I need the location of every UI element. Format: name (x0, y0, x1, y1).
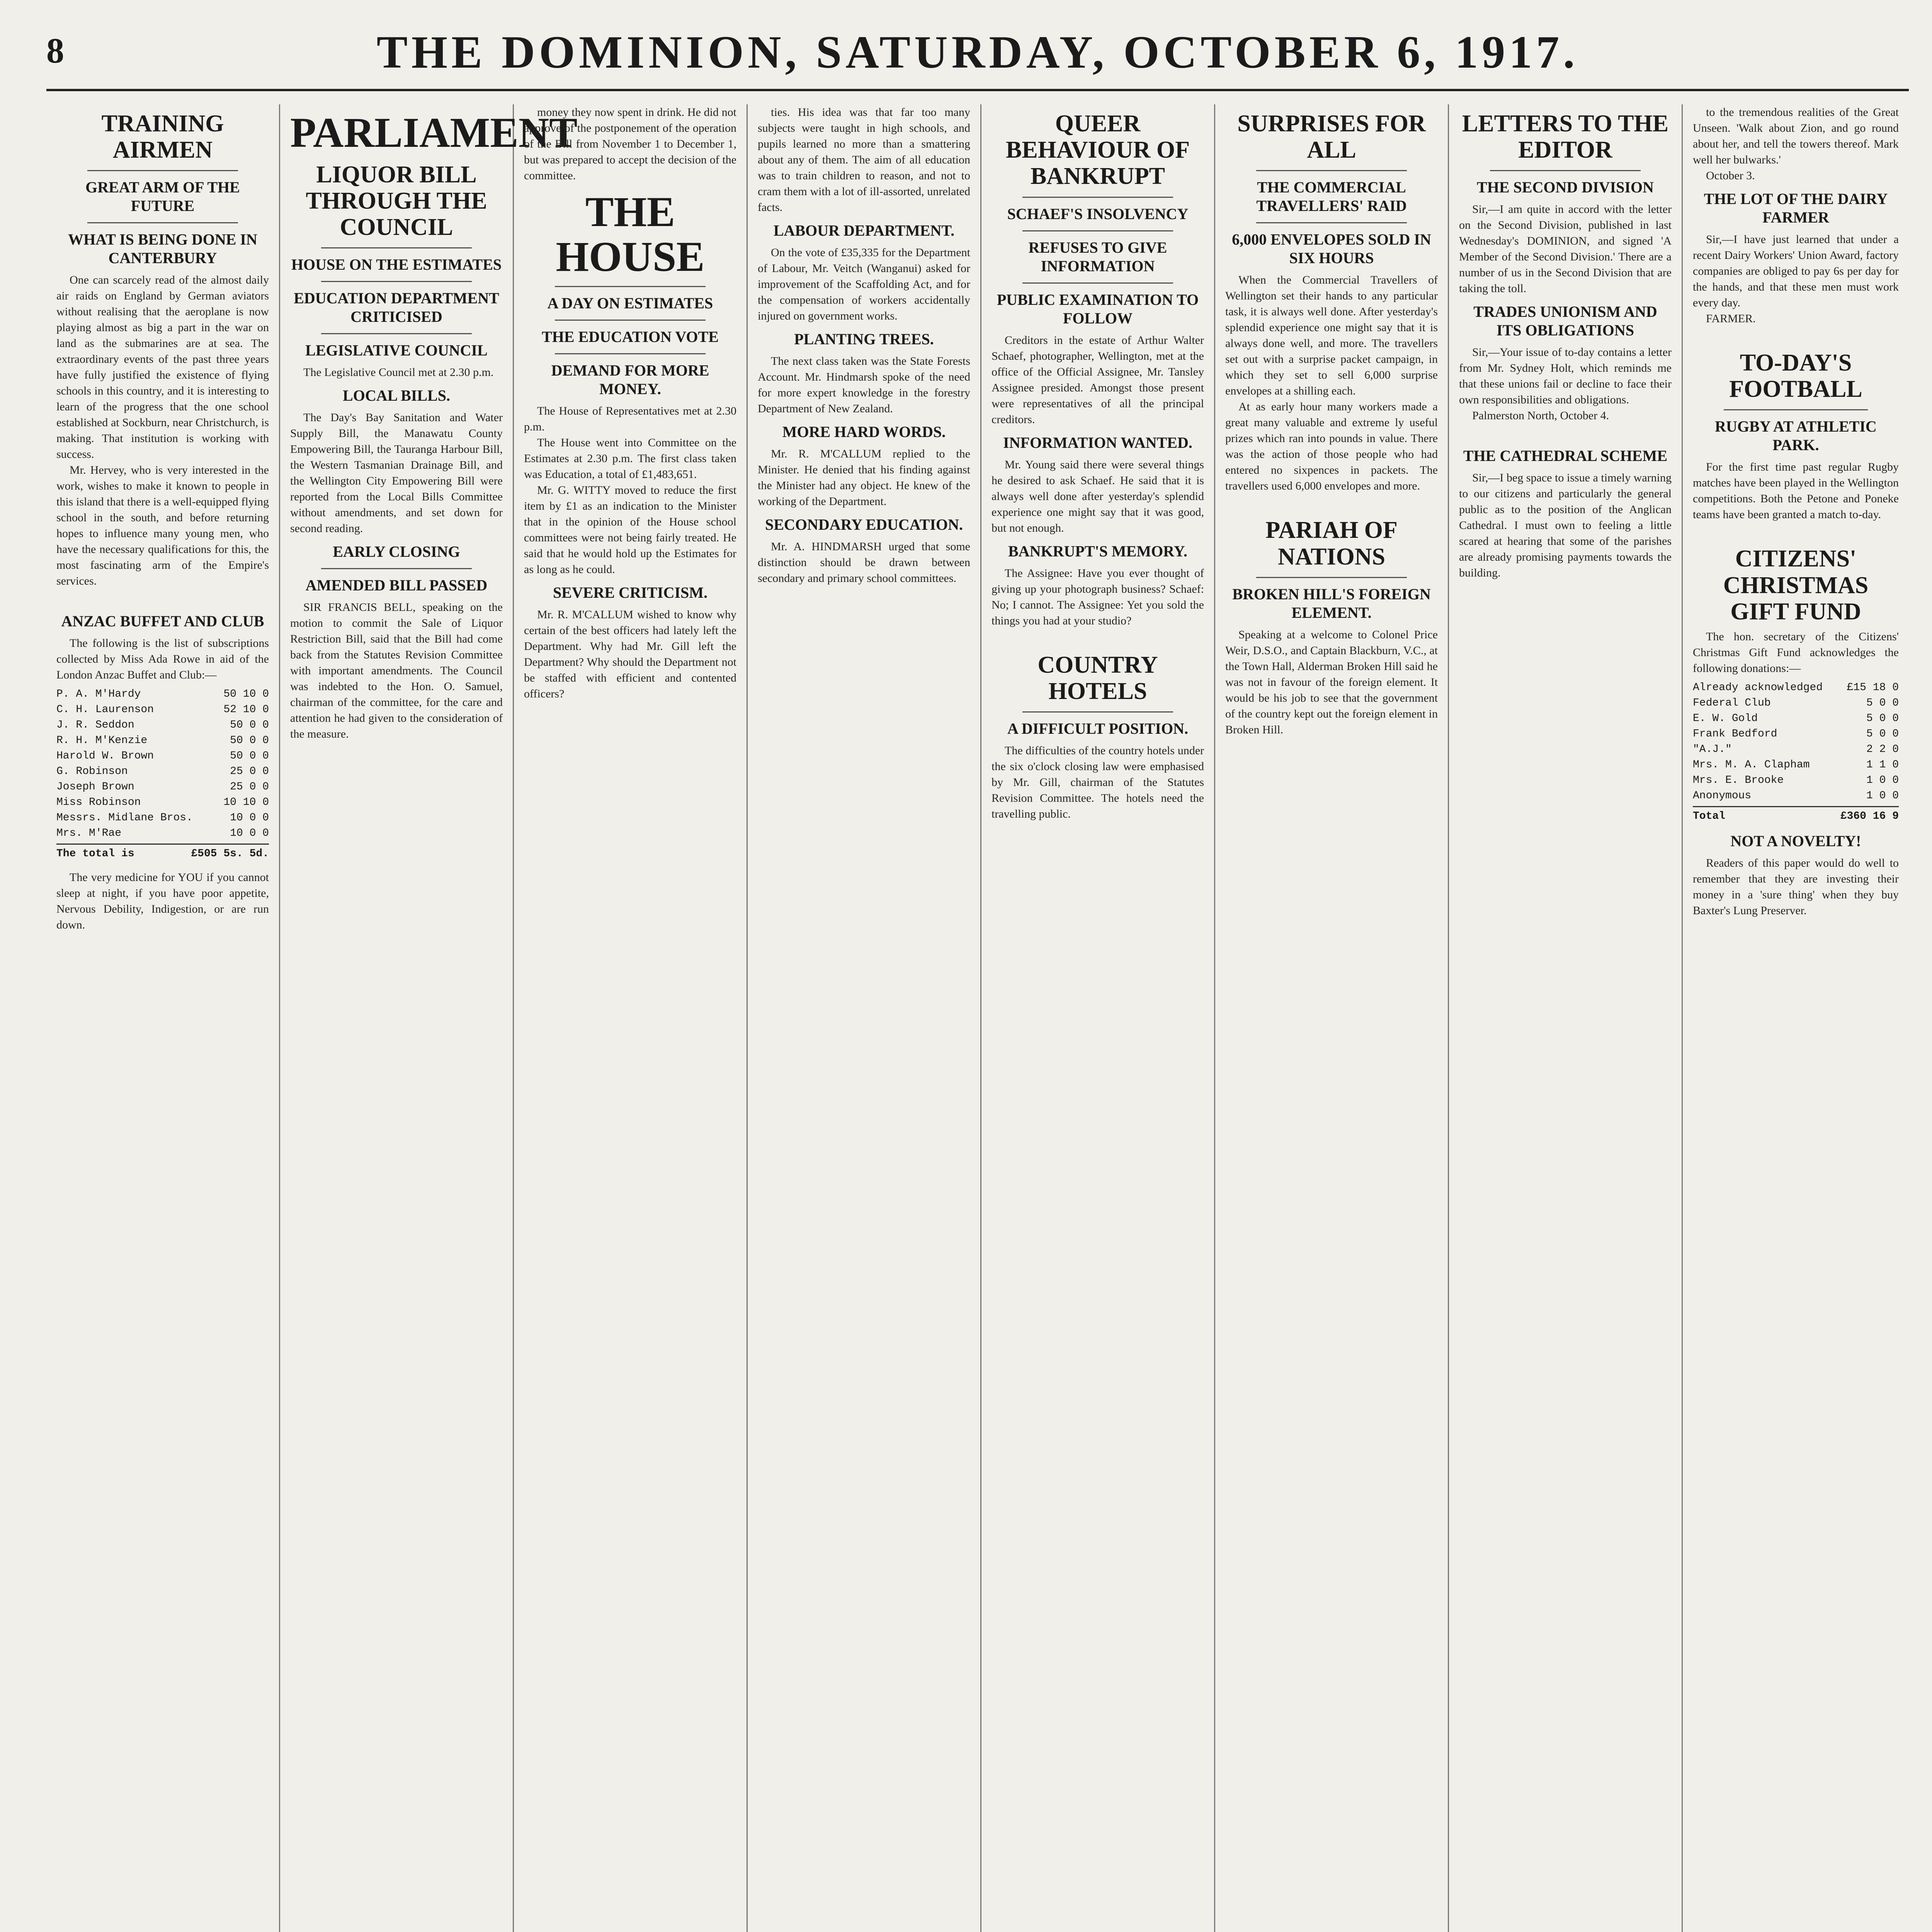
ledger-row: Anonymous 1 0 0 (1693, 789, 1899, 802)
ledger-row: J. R. Seddon 50 0 0 (56, 719, 269, 731)
paragraph: The Day's Bay Sanitation and Water Supply Bill, the Manawatu County Empowering Bill, the Tauranga Harbour Bill, the Western Tasmanian Drainage Bill, and the Wellington City Empowering Bill were reported from the Local Bills Committee without amendments, and set down for second reading. (290, 411, 503, 535)
paragraph: Sir,—I beg space to issue a timely warning to our citizens and particularly the general public as to the position of the Anglican Cathedral. I must own to feeling a little scared at hearing that some of the parishes are already promising payments towards the building. (1459, 471, 1672, 580)
ledger-row: Messrs. Midlane Bros. 10 0 0 (56, 812, 269, 824)
headline: SURPRISES FOR ALL (1237, 111, 1426, 163)
subheading: EDUCATION DEPARTMENT CRITICISED (294, 289, 499, 326)
divider (1256, 222, 1407, 223)
paragraph: Sir,—Your issue of to-day contains a letter from Mr. Sydney Holt, which reminds me that these unions fail or decline to face their own responsibilities and obligations. (1459, 346, 1672, 406)
headline: TO-DAY'S FOOTBALL (1729, 350, 1862, 403)
headline: ANZAC BUFFET AND CLUB (61, 612, 264, 630)
paragraph: For the first time past regular Rugby matches have been played in the Wellington competitions. Both the Petone and Poneke teams have been granted a match to-day. (1693, 461, 1899, 521)
paragraph: When the Commercial Travellers of Wellington set their hands to any particular task, it is always well done. After yesterday's splendid experience one might say that it is always done well, and more. The travellers set out with a surprise packet campaign, in which they set to sell 6,000 surprise envelopes at a shilling each. (1225, 274, 1438, 398)
divider (1022, 230, 1173, 231)
headline: PARIAH OF NATIONS (1265, 517, 1398, 570)
headline: QUEER BEHAVIOUR OF BANKRUPT (1006, 111, 1190, 190)
article-citizens-fund (1693, 546, 1899, 918)
subheading: SEVERE CRITICISM. (553, 584, 708, 601)
headline: COUNTRY HOTELS (1037, 651, 1158, 704)
paragraph: Mr. A. HINDMARSH urged that some distinction should be drawn between secondary and primary school committees. (758, 540, 970, 585)
paragraph: Creditors in the estate of Arthur Walter Schaef, photographer, Wellington, met at the office of the Official Assignee, Mr. Tansley Assignee presided. Amongst those present were representatives of all the principal creditors. (992, 333, 1204, 426)
ledger-row: Mrs. M. A. Clapham 1 1 0 (1693, 759, 1899, 771)
divider (321, 281, 472, 282)
column-3 (514, 104, 748, 1932)
column-8 (1683, 104, 1909, 1932)
ledger-row: R. H. M'Kenzie 50 0 0 (56, 735, 269, 747)
divider (1022, 282, 1173, 284)
ledger-row: Harold W. Brown 50 0 0 (56, 750, 269, 762)
paragraph: Mr. Young said there were several things he desired to ask Schaef. He said that it is always well done after yesterday's splendid experience one might say that it was good, but not enough. (992, 458, 1204, 534)
divider (555, 320, 706, 321)
subheading: LOCAL BILLS. (343, 387, 450, 405)
article-cathedral (1459, 447, 1672, 581)
subheading: DEMAND FOR MORE MONEY. (551, 362, 709, 398)
ledger-total: Total £360 16 9 (1693, 806, 1899, 824)
subheading: LABOUR DEPARTMENT. (773, 222, 955, 239)
divider (555, 286, 706, 287)
column-4 (748, 104, 981, 1932)
signature: FARMER. (1706, 312, 1756, 325)
paragraph: Sir,—I have just learned that under a recent Dairy Workers' Union Award, factory companies are obliged to pay 6s per day for the hands, and that these men must work every day. (1693, 233, 1899, 309)
ledger-row: Frank Bedford 5 0 0 (1693, 728, 1899, 740)
subheading: A DIFFICULT POSITION. (1007, 719, 1188, 737)
subheading: BANKRUPT'S MEMORY. (1008, 542, 1187, 560)
headline: LIQUOR BILL THROUGH THE COUNCIL (306, 161, 487, 240)
subheading: GREAT ARM OF THE FUTURE (85, 179, 240, 215)
donation-list (1693, 680, 1899, 824)
subheading: WHAT IS BEING DONE IN CANTERBURY (68, 231, 257, 267)
ledger-row: C. H. Laurenson 52 10 0 (56, 704, 269, 716)
article-country-hotels (992, 652, 1204, 822)
subscription-list (56, 687, 269, 862)
paragraph: One can scarcely read of the almost daily air raids on England by German aviators without realising that the aeroplane is now playing almost as big a part in the war on land as the submarines are at sea. The extraordinary events of the past three years have fully justified the existence of flying schools in this country, and it is interesting to learn of the progress that the one school established at Sockburn, near Christchurch, is making. That institution is working with success. (56, 274, 269, 461)
subheading: REFUSES TO GIVE INFORMATION (1028, 238, 1167, 275)
page-number: 8 (46, 31, 64, 70)
subheading: PUBLIC EXAMINATION TO FOLLOW (997, 291, 1199, 327)
headline: THE HOUSE (556, 188, 705, 280)
column-7 (1449, 104, 1683, 1932)
subheading: MORE HARD WORDS. (782, 423, 946, 440)
subheading: SECONDARY EDUCATION. (765, 516, 963, 533)
subheading: HOUSE ON THE ESTIMATES (291, 256, 502, 274)
subheading: SCHAEF'S INSOLVENCY (1007, 205, 1189, 223)
ledger-row: Already acknowledged £15 18 0 (1693, 681, 1899, 694)
paragraph: The following is the list of subscriptions collected by Miss Ada Rowe in aid of the London Anzac Buffet and Club:— (56, 637, 269, 682)
subheading: LEGISLATIVE COUNCIL (305, 342, 488, 359)
paragraph: At as early hour many workers made a great many valuable and extreme ly useful prizes which ran into pounds in value. There was the action of those people who had entered no sixpences in packets. The travellers used 6,000 envelopes and more. (1225, 400, 1438, 493)
paragraph: The Legislative Council met at 2.30 p.m. (303, 366, 494, 379)
article-football (1693, 350, 1899, 522)
paragraph: Mr. R. M'CALLUM replied to the Minister. He denied that his finding against the Minister had any object. He knew of the working of the Department. (758, 447, 970, 508)
divider (321, 333, 472, 334)
article-surprises (1225, 111, 1438, 494)
article-the-house (524, 104, 736, 702)
ledger-row: Joseph Brown 25 0 0 (56, 781, 269, 793)
article-the-house-continued (758, 104, 970, 586)
ledger-row: Mrs. M'Rae 10 0 0 (56, 827, 269, 840)
paragraph: The House of Representatives met at 2.30 p.m. (524, 405, 736, 433)
ledger-row: Miss Robinson 10 10 0 (56, 796, 269, 809)
paragraph: Readers of this paper would do well to remember that they are investing their money in a 'sure thing' when they buy Baxter's Lung Preserver. (1693, 856, 1899, 917)
subheading: AMENDED BILL PASSED (305, 577, 488, 594)
ledger-total: The total is £505 5s. 5d. (56, 844, 269, 862)
signature: October 3. (1706, 169, 1755, 182)
subheading: THE COMMERCIAL TRAVELLERS' RAID (1256, 179, 1407, 215)
subheading: THE EDUCATION VOTE (542, 328, 719, 345)
signature: Palmerston North, October 4. (1472, 409, 1609, 422)
subheading: THE SECOND DIVISION (1477, 179, 1654, 196)
divider (87, 170, 238, 171)
paragraph: The difficulties of the country hotels under the six o'clock closing law were emphasised by Mr. Gill, chairman of the Statutes Revision Committee. The hotels need the travelling public. (992, 744, 1204, 820)
paragraph: Sir,—I am quite in accord with the letter on the Second Division, published in last Wednesday's DOMINION, and signed 'A Member of the Second Division.' There are a number of us in the Second Division that are taking the toll. (1459, 203, 1672, 295)
masthead-title: THE DOMINION, SATURDAY, OCTOBER 6, 1917. (376, 26, 1579, 78)
divider (1022, 711, 1173, 713)
paragraph: money they now spent in drink. He did not approve of the postponement of the operation of the Bill from November 1 to December 1, but was prepared to accept the decision of the committee. (524, 106, 736, 182)
subheading: EARLY CLOSING (333, 543, 460, 561)
paragraph: Speaking at a welcome to Colonel Price Weir, D.S.O., and Captain Blackburn, V.C., at the Town Hall, Alderman Broken Hill said he was not in favour of the foreign element. It would be his job to see that the government of the country kept out the foreign element in Broken Hill. (1225, 628, 1438, 736)
paragraph: The very medicine for YOU if you cannot sleep at night, if you have poor appetite, Nervous Debility, Indigestion, or are run down. (56, 871, 269, 932)
article-queer-behaviour (992, 111, 1204, 629)
column-5 (981, 104, 1215, 1932)
article-letters (1459, 111, 1672, 423)
subheading: BROKEN HILL'S FOREIGN ELEMENT. (1232, 585, 1431, 621)
ledger-row: "A.J." 2 2 0 (1693, 743, 1899, 755)
article-anzac-buffet (56, 612, 269, 933)
paragraph: The hon. secretary of the Citizens' Christmas Gift Fund acknowledges the following donations:— (1693, 630, 1899, 675)
headline: TRAINING AIRMEN (101, 111, 224, 163)
article-dairy-farmer (1693, 104, 1899, 327)
divider (321, 247, 472, 248)
paragraph: The Assignee: Have you ever thought of giving up your photograph business? Schaef: No; I cannot. The Assignee: Yet you sold the things you had at your studio? (992, 566, 1204, 627)
ledger-row: E. W. Gold 5 0 0 (1693, 712, 1899, 724)
ledger-row: Mrs. E. Brooke 1 0 0 (1693, 774, 1899, 786)
paragraph: to the tremendous realities of the Great Unseen. 'Walk about Zion, and go round about her, and tell the towers thereof. Mark well her bulwarks.' (1693, 106, 1899, 166)
paragraph: ties. His idea was that far too many subjects were taught in high schools, and pupils learned no more than a smattering about any of them. The aim of all education was to train children to reason, and not to cram them with a lot of ill-assorted, unrelated facts. (758, 106, 970, 214)
column-6 (1215, 104, 1449, 1932)
column-1 (46, 104, 280, 1932)
subheading: INFORMATION WANTED. (1003, 434, 1192, 451)
subheading: A DAY ON ESTIMATES (547, 294, 713, 312)
subheading: THE LOT OF THE DAIRY FARMER (1704, 190, 1888, 226)
subheading: 6,000 ENVELOPES SOLD IN SIX HOURS (1232, 231, 1431, 267)
paragraph: SIR FRANCIS BELL, speaking on the motion to commit the Sale of Liquor Restriction Bill, said that the Bill had come back from the Statutes Revision Committee with important amendments. The Council was indebted to the Hon. O. Samuel, chairman of the committee, for the care and attention he had given to the consideration of the measure. (290, 601, 503, 741)
headline: LETTERS TO THE EDITOR (1462, 111, 1669, 163)
paragraph: The House went into Committee on the Estimates at 2.30 p.m. The first class taken was Education, a total of £1,483,651. (524, 436, 736, 481)
headline: PARLIAMENT (290, 109, 578, 156)
divider (321, 568, 472, 569)
paragraph: The next class taken was the State Forests Account. Mr. Hindmarsh spoke of the need for more expert knowledge in the forestry Department of New Zealand. (758, 355, 970, 415)
divider (87, 222, 238, 223)
masthead (46, 15, 1909, 91)
column-2 (280, 104, 578, 1932)
ledger-row: G. Robinson 25 0 0 (56, 765, 269, 778)
subheading: PLANTING TREES. (794, 330, 934, 348)
ledger-row: Federal Club 5 0 0 (1693, 697, 1899, 709)
paragraph: Mr. Hervey, who is very interested in the work, wishes to make it known to people in this island that there is a well-equipped flying school in the south, and before returning hopes to influence many young men, who have the necessary qualifications for this, the most fascinating arm of the Empire's services. (56, 464, 269, 588)
divider (1724, 409, 1868, 410)
paragraph: On the vote of £35,335 for the Department of Labour, Mr. Veitch (Wanganui) asked for improvement of the Scaffolding Act, and for the compensation of workers accidentally injured on government works. (758, 246, 970, 322)
subheading: RUGBY AT ATHLETIC PARK. (1715, 418, 1877, 454)
divider (1256, 170, 1407, 171)
ledger-row: P. A. M'Hardy 50 10 0 (56, 688, 269, 701)
divider (1022, 197, 1173, 198)
paragraph: Mr. G. WITTY moved to reduce the first item by £1 as an indication to the Minister that in the opinion of the House school committees were not being fairly treated. He said that he would hold up the Estimates for as long as he could. (524, 484, 736, 576)
article-parliament (290, 109, 578, 742)
subheading: THE CATHEDRAL SCHEME (1463, 447, 1668, 465)
divider (555, 353, 706, 354)
article-pariah (1225, 517, 1438, 737)
divider (1256, 577, 1407, 578)
subheading: NOT A NOVELTY! (1730, 832, 1861, 850)
divider (1490, 170, 1641, 171)
article-training-airmen (56, 111, 269, 589)
headline: CITIZENS' CHRISTMAS GIFT FUND (1723, 546, 1869, 625)
paragraph: Mr. R. M'CALLUM wished to know why certain of the best officers had lately left the Department. Why had Mr. Gill left the Department? Why should the Department not be staffed with efficient and contented officers? (524, 608, 736, 700)
subheading: TRADES UNIONISM AND ITS OBLIGATIONS (1473, 303, 1657, 339)
